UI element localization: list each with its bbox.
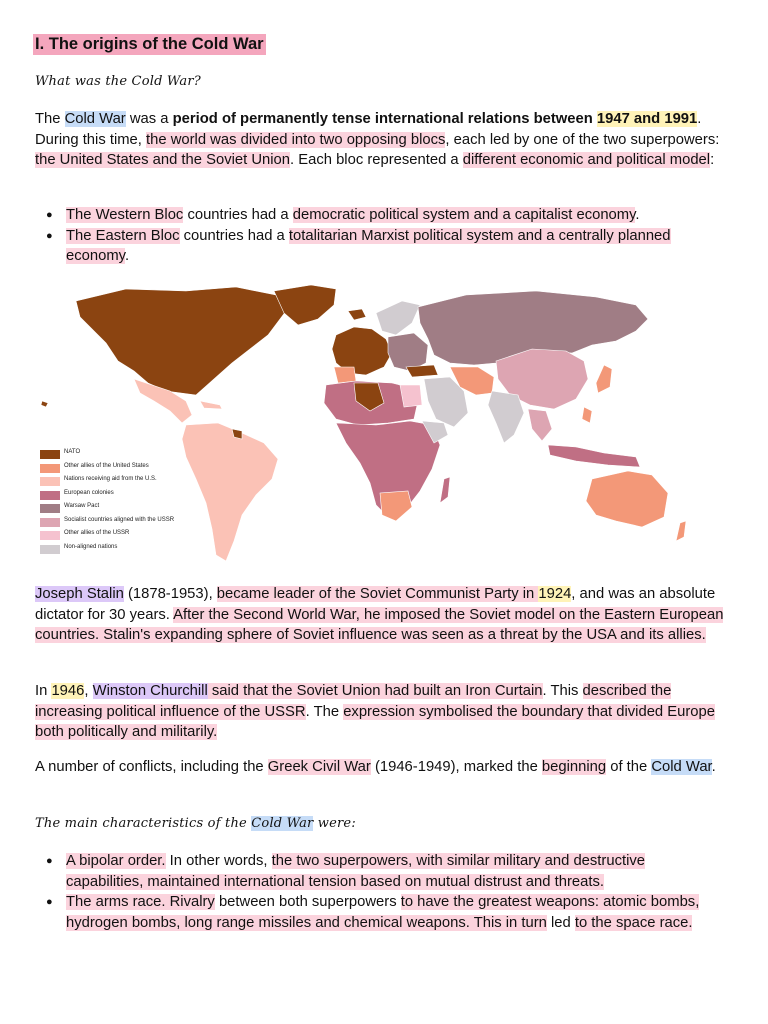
map-region-australia xyxy=(586,471,668,527)
map-region-iceland xyxy=(348,309,366,320)
legend-label: Other allies of the United States xyxy=(64,462,149,469)
legend-label: Socialist countries aligned with the USSR xyxy=(64,516,175,523)
person-stalin: Joseph Stalin xyxy=(35,586,124,602)
legend-swatch xyxy=(40,545,60,554)
legend-swatch xyxy=(40,477,60,486)
map-region-turkey xyxy=(406,365,438,377)
map-region-madagascar xyxy=(440,477,450,503)
question-what-was-cold-war: What was the Cold War? xyxy=(35,74,201,89)
list-item-western-bloc: ● The Western Bloc countries had a democratic political system and a capitalist economy. xyxy=(35,205,725,226)
legend-label: NATO xyxy=(64,449,81,455)
characteristics-list xyxy=(35,851,725,933)
map-region-japan xyxy=(596,365,612,393)
list-item-eastern-bloc: ● The Eastern Bloc countries had a totalitarian Marxist political system and a centrally planned economy. xyxy=(35,226,725,267)
churchill-paragraph: In 1946, Winston Churchill said that the Soviet Union had built an Iron Curtain. This described the increasing political influence of the USSR. The expression symbolised the boundary that divided Europe both politically and militarily. xyxy=(35,683,715,740)
legend-label: Nations receiving aid from the U.S. xyxy=(64,476,157,482)
bloc-list xyxy=(35,205,725,267)
list-item-arms-race: ● The arms race. Rivalry between both superpowers to have the greatest weapons: atomic bombs, hydrogen bombs, long range missiles and chemical weapons. This in turn led to the space race. xyxy=(35,892,725,933)
map-region-new-zealand xyxy=(676,521,686,541)
map-region-indonesia xyxy=(548,445,640,467)
legend-swatch xyxy=(40,464,60,473)
map-region-eastern-europe xyxy=(388,333,428,371)
intro-paragraph: The Cold War was a period of permanently tense international relations between 1947 and 1991. During this time, the world was divided into two opposing blocs, each led by one of the two superpowers: the United States and the Soviet Union. Each bloc represented a different economic and political model: xyxy=(35,111,720,168)
map-region-scandinavia xyxy=(376,301,420,335)
legend-label: European colonies xyxy=(64,489,114,496)
cold-war-world-map xyxy=(36,283,696,568)
legend-swatch xyxy=(40,531,60,540)
stalin-paragraph: Joseph Stalin (1878-1953), became leader of the Soviet Communist Party in 1924, and was an absolute dictator for 30 years. After the Second World War, he imposed the Soviet model on the Eastern European countries. Stalin's expanding sphere of Soviet influence was seen as a threat by the USA and its allies. xyxy=(35,586,724,643)
map-region-caribbean xyxy=(200,401,222,409)
legend-label: Other allies of the USSR xyxy=(64,530,130,536)
map-region-egypt xyxy=(400,385,422,407)
map-region-southeast-asia xyxy=(528,409,552,441)
term-cold-war: Cold War xyxy=(64,111,126,127)
question-main-characteristics: The main characteristics of the Cold War were: xyxy=(35,816,356,831)
legend-swatch xyxy=(40,504,60,513)
map-region-philippines xyxy=(582,407,592,423)
map-region-north-america xyxy=(76,287,286,395)
legend-label: Non-aligned nations xyxy=(64,543,118,550)
list-item-bipolar-order: ● A bipolar order. In other words, the two superpowers, with similar military and destructive capabilities, maintained international tension based on mutual distrust and threats. xyxy=(35,851,725,892)
person-churchill: Winston Churchill xyxy=(92,683,208,699)
map-region-pacific-islands xyxy=(41,401,48,407)
section-heading: I. The origins of the Cold War xyxy=(35,35,264,53)
map-region-iberia xyxy=(334,367,356,383)
conflicts-paragraph: A number of conflicts, including the Greek Civil War (1946-1949), marked the beginning of the Cold War. xyxy=(35,759,716,775)
legend-swatch xyxy=(40,450,60,459)
map-region-greenland xyxy=(274,285,336,325)
legend-swatch xyxy=(40,518,60,527)
map-region-india xyxy=(488,391,524,443)
legend-swatch xyxy=(40,491,60,500)
date-range: 1947 and 1991 xyxy=(596,111,698,127)
map-region-south-africa xyxy=(380,491,412,521)
map-region-south-america xyxy=(182,423,278,561)
legend-label: Warsaw Pact xyxy=(64,503,100,509)
